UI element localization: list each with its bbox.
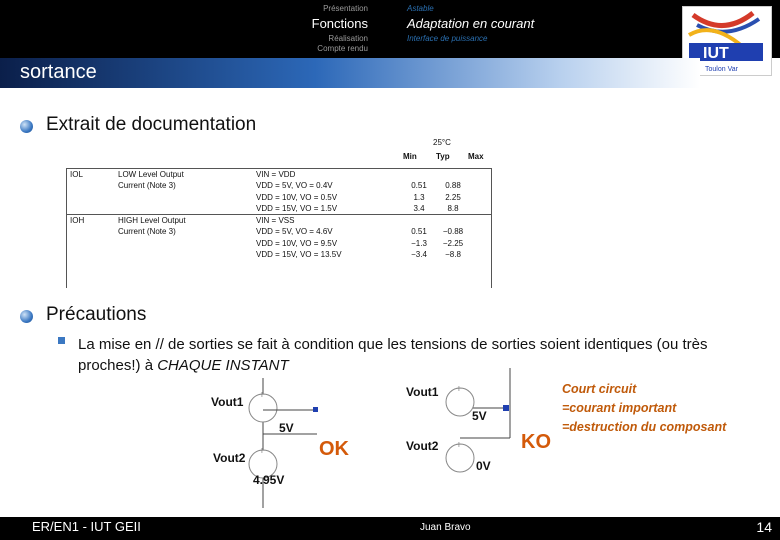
datasheet-cell [470,226,492,238]
ok-5v-label: 5V [279,421,294,435]
datasheet-row [66,249,492,261]
datasheet-cell [114,238,252,250]
ok-vout1-label: Vout1 [211,395,244,409]
section1-heading: Extrait de documentation [46,114,257,135]
nav-item-adaptation-courant[interactable]: Adaptation en courant [407,16,535,31]
datasheet-col-min: Min [403,152,417,161]
datasheet-temp-header: 25°C [433,138,451,147]
note-line: =courant important [562,401,677,415]
node-marker [503,405,509,411]
precaution-emphasis: CHAQUE INSTANT [157,357,289,374]
datasheet-cell [470,192,492,204]
datasheet-cell: 1.3 [413,192,425,202]
circuit-ok-diagram [205,378,335,514]
ok-verdict: OK [319,438,349,460]
datasheet-cell: −3.4 [411,250,427,260]
datasheet-cell [470,215,492,227]
datasheet-cell [114,203,252,215]
datasheet-cell: −0.88 [442,227,464,237]
datasheet-cell: IOH [66,215,114,227]
footer-author: Juan Bravo [420,522,471,533]
datasheet-cell: 0.88 [445,181,461,191]
datasheet-cell [402,169,436,181]
footer-course: ER/EN1 - IUT GEII [32,519,141,534]
datasheet-cell [66,249,114,261]
nav-item-presentation[interactable]: Présentation [323,4,368,13]
page-number: 14 [756,519,772,535]
datasheet-cell [470,169,492,181]
datasheet-cell [436,169,470,181]
logo-subtext: Toulon Var [705,66,738,73]
datasheet-table [66,168,492,261]
datasheet-cell [66,192,114,204]
datasheet-col-max: Max [468,152,484,161]
node-marker [313,407,318,412]
footer-bar [0,517,780,540]
datasheet-cell [66,238,114,250]
datasheet-row [66,215,492,227]
nav-right-group [407,4,534,44]
datasheet-cell: VDD = 10V, VO = 9.5V [256,238,338,248]
nav-item-fonctions[interactable]: Fonctions [311,16,368,31]
datasheet-cell: 8.8 [447,204,459,213]
datasheet-cell [66,180,114,192]
datasheet-cell: 0.51 [411,181,427,191]
datasheet-cell: VDD = 15V, VO = 13.5V [256,250,342,260]
circuit-ko-diagram [400,368,520,490]
ok-vout2-label: Vout2 [213,451,246,465]
svg-text:+: + [259,446,265,457]
datasheet-cell [66,226,114,238]
datasheet-cell: VDD = 15V, VO = 1.5V [256,204,338,213]
datasheet-row [66,180,492,192]
datasheet-row [66,203,492,215]
datasheet-cell: IOL [66,169,114,181]
top-nav-bar [0,0,780,58]
datasheet-cell [402,215,436,227]
note-line: Court circuit [562,382,637,396]
nav-item-realisation[interactable]: Réalisation [328,34,368,43]
ko-vout2-label: Vout2 [406,439,439,453]
svg-text:+: + [259,390,265,401]
section-banner [0,58,700,88]
datasheet-cell: −1.3 [411,238,427,248]
datasheet-row [66,226,492,238]
datasheet-cell: Current (Note 3) [118,227,176,237]
datasheet-cell: VIN = VSS [252,215,402,227]
ko-vout1-label: Vout1 [406,385,439,399]
datasheet-col-typ: Typ [436,152,450,161]
nav-item-interface-puissance[interactable]: Interface de puissance [407,34,488,43]
ko-0v-label: 0V [476,459,491,473]
datasheet-cell: Current (Note 3) [118,181,176,191]
precaution-text: La mise en // de sorties se fait à condition que les tensions de sorties soient identiques (ou très proches!) à [78,336,708,374]
section2-heading: Précautions [46,304,147,325]
nav-left-group [312,4,368,54]
datasheet-cell [470,249,492,261]
datasheet-cell: −8.8 [445,250,461,260]
datasheet-cell: 2.25 [445,192,461,202]
datasheet-cell [114,249,252,261]
datasheet-row [66,238,492,250]
nav-item-compte-rendu[interactable]: Compte rendu [317,44,368,53]
datasheet-cell: VDD = 5V, VO = 0.4V [256,181,333,191]
logo-text: IUT [703,45,729,62]
datasheet-cell [114,192,252,204]
datasheet-row [66,169,492,181]
datasheet-cell [470,238,492,250]
ko-5v-label: 5V [472,409,487,423]
datasheet-cell [66,203,114,215]
datasheet-excerpt [66,136,496,288]
datasheet-cell [470,180,492,192]
ko-verdict: KO [521,431,551,453]
note-line: =destruction du composant [562,420,727,434]
datasheet-cell: HIGH Level Output [114,215,252,227]
datasheet-cell: 3.4 [413,204,425,213]
banner-title: sortance [20,61,97,83]
svg-text:+: + [456,384,462,395]
bullet-icon [20,310,33,323]
datasheet-cell: VDD = 10V, VO = 0.5V [256,192,338,202]
datasheet-row [66,192,492,204]
square-bullet-icon [58,337,65,344]
datasheet-cell: −2.25 [442,238,464,248]
svg-text:+: + [456,440,462,451]
ok-495v-label: 4.95V [253,473,285,487]
bullet-icon [20,120,33,133]
datasheet-cell [470,203,492,215]
datasheet-cell: LOW Level Output [114,169,252,181]
short-circuit-note [562,380,772,437]
nav-item-astable[interactable]: Astable [407,4,434,13]
datasheet-cell [436,215,470,227]
datasheet-cell: VIN = VDD [252,169,402,181]
datasheet-cell: 0.51 [411,227,427,237]
datasheet-cell: VDD = 5V, VO = 4.6V [256,227,333,237]
